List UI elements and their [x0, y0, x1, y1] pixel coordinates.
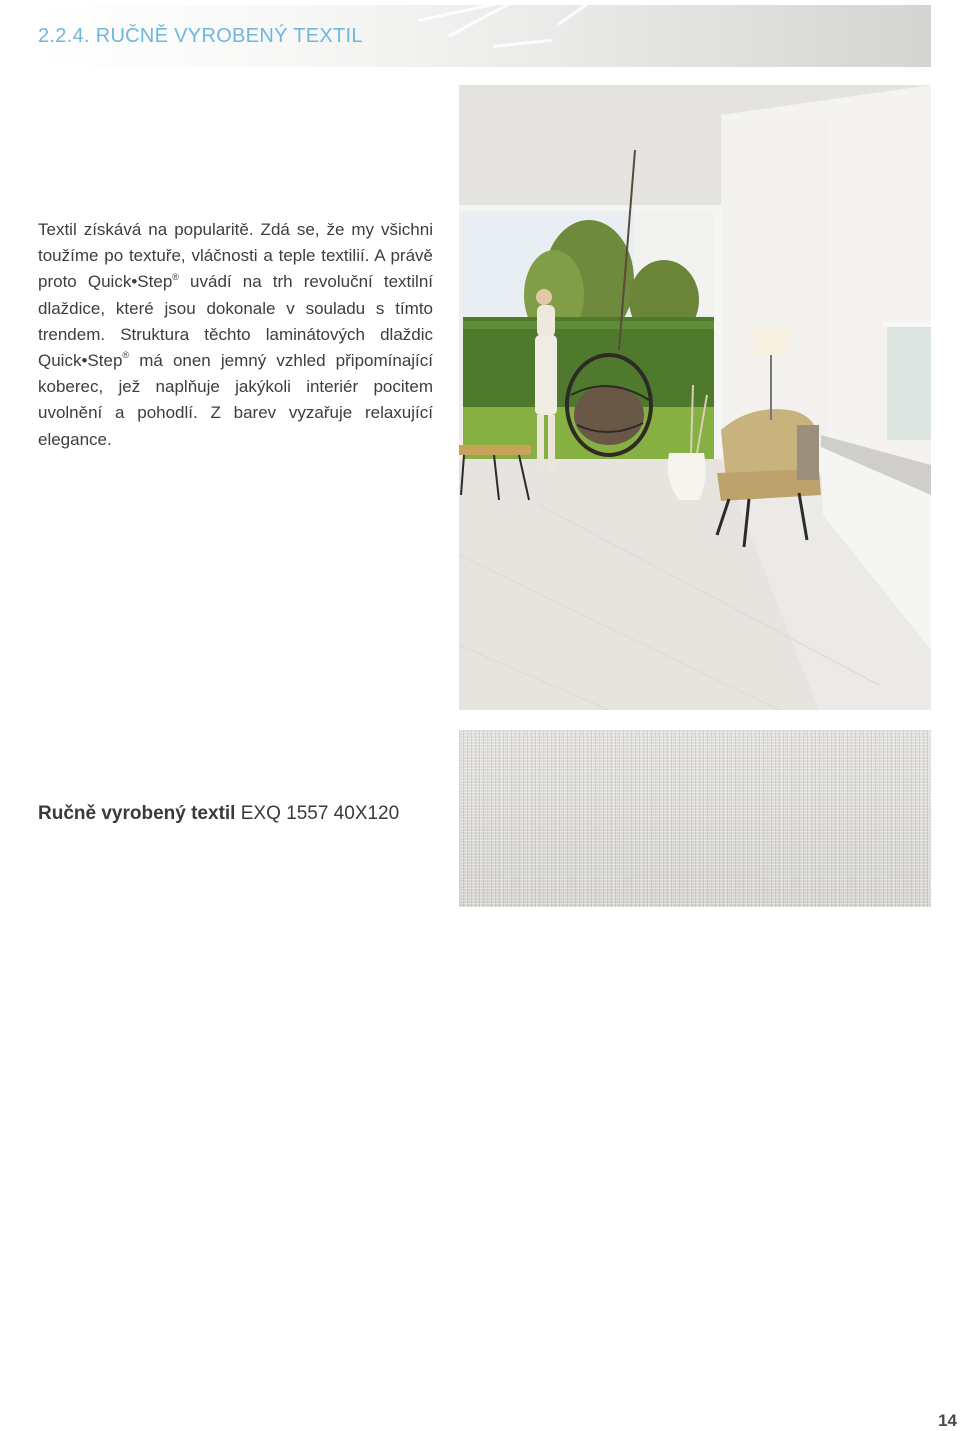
interior-photo — [459, 85, 931, 710]
fabric-fiber — [493, 39, 553, 48]
fabric-fiber — [557, 5, 591, 26]
registered-mark: ® — [122, 350, 130, 361]
page-number: 14 — [938, 1411, 957, 1430]
intro-paragraph — [38, 217, 433, 453]
header-band — [38, 5, 931, 67]
texture-sample-swatch — [459, 730, 931, 907]
section-title: 2.2.4. RUČNĚ VYROBENÝ TEXTIL — [38, 25, 363, 47]
product-caption — [38, 803, 399, 825]
intro-text-1: Textil získává na popularitě. Zdá se, že my všichni toužíme po textuře, vláčnosti a teple textilií. A právě proto Quick — [38, 220, 433, 292]
brand-dot: • — [131, 272, 138, 292]
intro-text-2: uvádí na trh revoluční textilní dlaždice, které jsou dokonale v souladu s tímto trendem. Struktura těchto laminátových dlaždic Quick — [38, 272, 434, 371]
brand-step: Step — [137, 272, 173, 292]
brand-step: Step — [87, 351, 123, 371]
product-name: Ručně vyrobený textil — [38, 803, 236, 824]
product-code: EXQ 1557 40X120 — [235, 803, 400, 824]
intro-text-3: má onen jemný vzhled připomínající koberec, jež naplňuje jakýkoli interiér pocitem uvolnění a pohodlí. Z barev vyzařuje relaxující elegance. — [38, 351, 433, 449]
interior-photo-illustration — [459, 85, 931, 710]
registered-mark: ® — [172, 271, 179, 282]
brand-dot: • — [81, 351, 88, 371]
